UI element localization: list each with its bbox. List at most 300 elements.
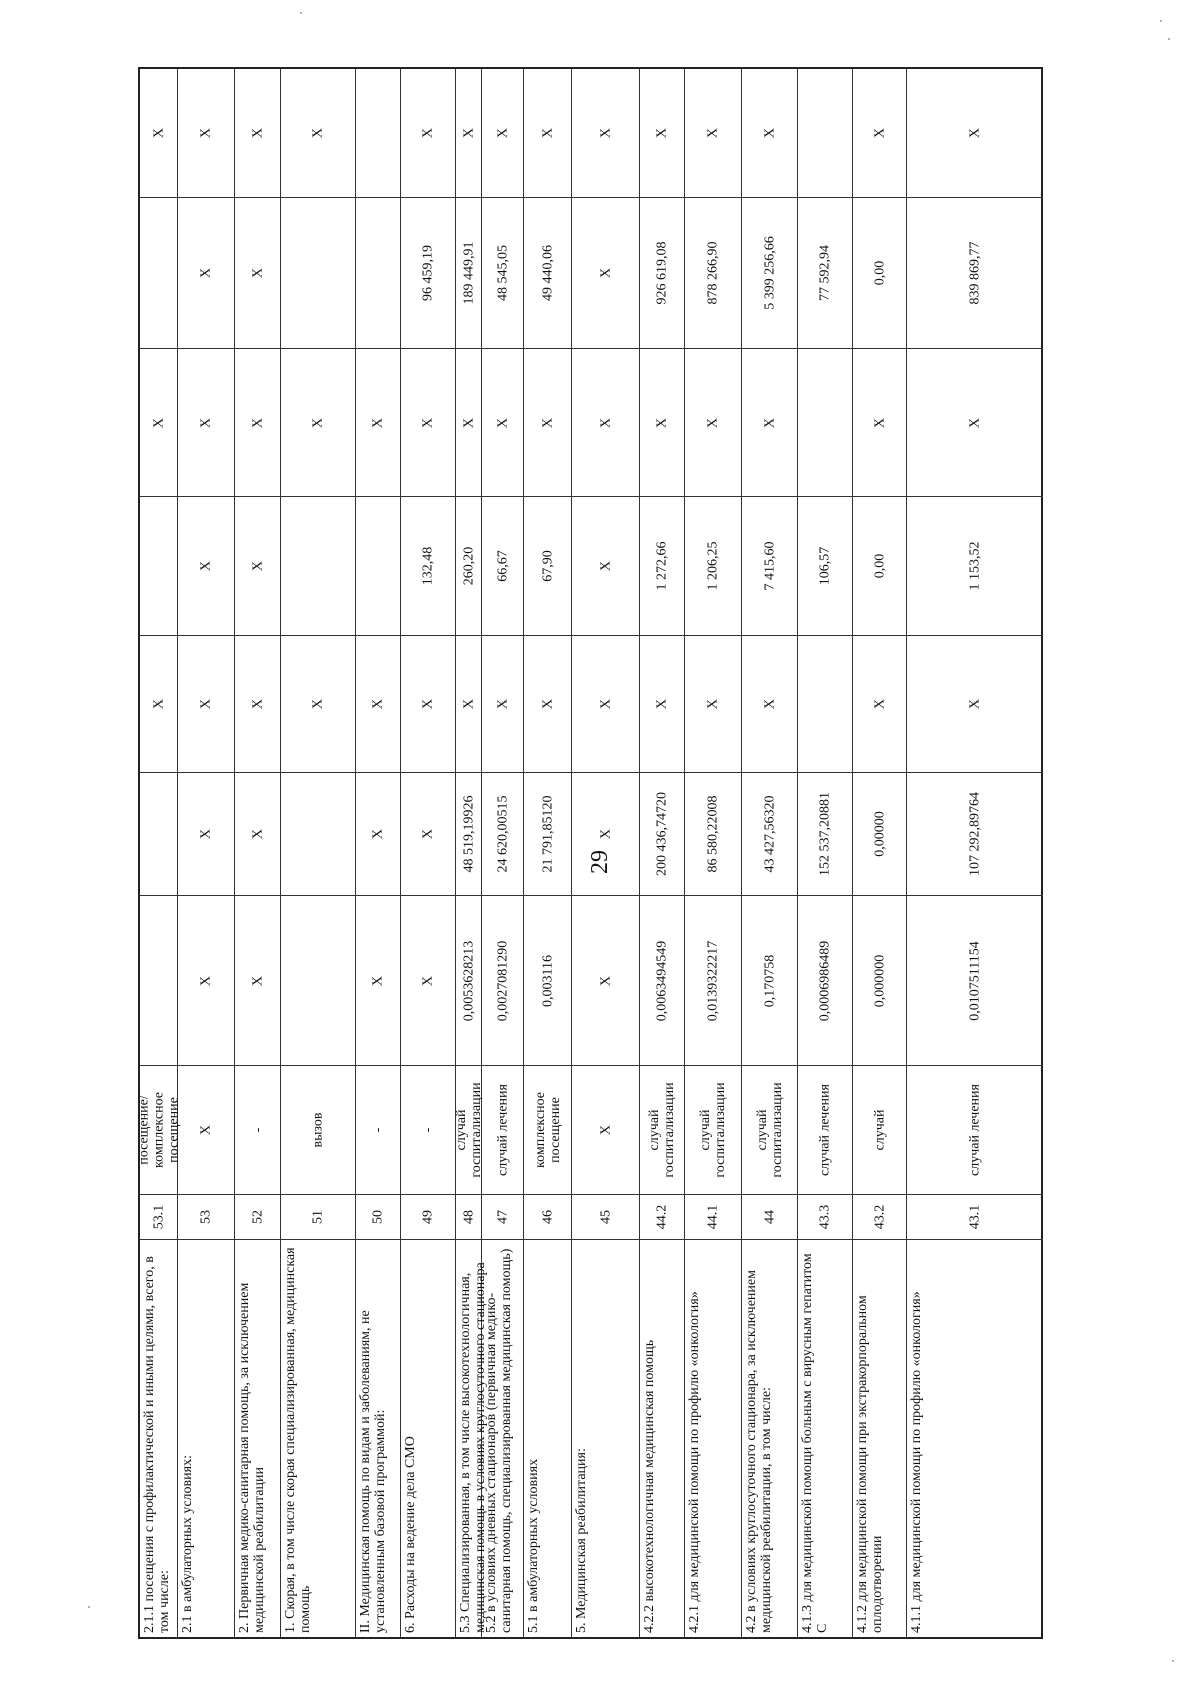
norm-volume-cell (685, 896, 741, 1066)
cell-text: 1 206,25 (705, 541, 721, 591)
cell-text: Х (705, 127, 721, 139)
cell-text: 260,20 (461, 546, 476, 586)
cell-text: Х (654, 417, 670, 428)
cell-text: Х (250, 975, 265, 986)
cell-text: 7 415,60 (762, 541, 777, 591)
scan-speck (300, 12, 302, 14)
value-cell (356, 198, 400, 349)
unit-cost-cell (178, 773, 234, 896)
norm-volume-cell (482, 896, 523, 1066)
cell-text: Х (598, 828, 613, 840)
cell-text: Х (151, 127, 166, 139)
cell-text: Х (967, 127, 983, 139)
unit-cell (853, 1066, 906, 1195)
cell-text: 0,0053628213 (461, 940, 476, 1021)
row-number-cell (456, 1195, 481, 1240)
value-cell (640, 69, 684, 198)
row-name-text: 4.1.2 для медицинской помощи при экстракорпоральном оплодотворении (855, 1295, 885, 1633)
row-number-cell (742, 1195, 797, 1240)
cell-text: Х (250, 698, 265, 710)
row-name-text: 4.1.3 для медицинской помощи больным с вирусным гепатитом С (800, 1253, 830, 1633)
row-name-cell (640, 1240, 684, 1637)
row-name-cell (140, 1240, 177, 1637)
value-cell (140, 497, 177, 636)
cell-text: Х (705, 698, 721, 710)
unit-cost-cell (281, 773, 355, 896)
value-cell (178, 198, 234, 349)
value-cell (798, 349, 852, 497)
row-name-text: 2. Первичная медико-санитарная помощь, за исключением медицинской реабилитации (237, 1282, 267, 1633)
table-row (356, 69, 401, 1637)
row-number-cell (907, 1195, 1043, 1240)
table-row (798, 69, 853, 1637)
row-name-text: 5.1 в амбулаторных условиях (526, 1458, 541, 1633)
value-cell (853, 198, 906, 349)
cell-text: 878 266,90 (705, 241, 721, 305)
cell-text: 0,000000 (872, 954, 887, 1007)
unit-cost-cell (742, 773, 797, 896)
cell-text: 45 (598, 1210, 613, 1224)
value-cell (178, 69, 234, 198)
cell-text: Х (420, 417, 436, 428)
unit-cell (742, 1066, 797, 1195)
row-name-cell (482, 1240, 523, 1637)
row-name-cell (685, 1240, 741, 1637)
row-name-text: 5. Медицинская реабилитация: (574, 1448, 589, 1633)
norm-volume-cell (178, 896, 234, 1066)
row-name-cell (572, 1240, 639, 1637)
cell-text: Х (198, 975, 214, 986)
unit-cost-cell (235, 773, 280, 896)
cell-text: 48 (461, 1210, 476, 1224)
table-row (281, 69, 356, 1637)
cell-text: Х (762, 417, 777, 428)
cell-text: 67,90 (540, 550, 555, 582)
row-name-text: 2.1 в амбулаторных условиях: (180, 1455, 195, 1633)
cell-text: случай лечения (967, 1084, 983, 1176)
unit-cost-cell (456, 773, 481, 896)
norm-volume-cell (853, 896, 906, 1066)
value-cell (235, 69, 280, 198)
row-name-cell (281, 1240, 355, 1637)
cell-text: комплексное посещение (532, 1092, 563, 1168)
cell-text: Х (872, 417, 887, 428)
table-row (453, 69, 488, 1637)
value-cell (235, 636, 280, 773)
row-name-cell (524, 1240, 571, 1637)
cell-text: 96 459,19 (420, 245, 436, 301)
cell-text: вызов (310, 1112, 326, 1148)
cell-text: Х (598, 698, 613, 710)
row-name-text: 2.1.1 посещения с профилактической и иными целями, всего, в том числе: (142, 1256, 172, 1633)
cell-text: Х (967, 698, 983, 710)
cell-text: случай госпитализации (647, 1082, 677, 1178)
value-cell (640, 636, 684, 773)
value-cell (140, 69, 177, 198)
cell-text: Х (198, 267, 214, 279)
row-name-cell (798, 1240, 852, 1637)
cell-text: 152 537,20881 (817, 792, 833, 876)
row-number-cell (853, 1195, 906, 1240)
cell-text: 106,57 (817, 546, 833, 586)
cell-text: 53.1 (151, 1204, 166, 1230)
value-cell (742, 349, 797, 497)
cell-text: 200 436,74720 (654, 792, 670, 876)
cell-text: 0,00 (872, 260, 887, 286)
cell-text: 52 (250, 1210, 265, 1224)
value-cell (907, 349, 1043, 497)
value-cell (401, 349, 455, 497)
table-row (685, 69, 742, 1637)
norm-volume-cell (640, 896, 684, 1066)
page-number: 29 (587, 850, 613, 874)
cell-text: 0,0107511154 (967, 940, 983, 1021)
cell-text: 0,0006986489 (817, 940, 833, 1021)
value-cell (572, 497, 639, 636)
value-cell (798, 69, 852, 198)
row-number-cell (482, 1195, 523, 1240)
row-name-cell (356, 1240, 400, 1637)
table-row (524, 69, 572, 1637)
value-cell (356, 497, 400, 636)
norm-volume-cell (235, 896, 280, 1066)
value-cell (281, 198, 355, 349)
cell-text: Х (598, 1124, 613, 1136)
row-name-cell (401, 1240, 455, 1637)
row-name-text: 4.2.1 для медицинской помощи по профилю «онкология» (687, 1291, 702, 1633)
cell-text: 50 (370, 1210, 386, 1224)
table-row (235, 69, 281, 1637)
row-name-cell (235, 1240, 280, 1637)
value-cell (356, 349, 400, 497)
cell-text: Х (310, 698, 326, 710)
cell-text: 43.2 (872, 1204, 887, 1230)
row-name-text: 5.2 в условиях дневных стационаров (первичная медико-санитарная помощь, специализированная медицинская помощь) (484, 1248, 514, 1633)
cell-text: - (250, 1127, 265, 1133)
table-row (742, 69, 798, 1637)
cell-text: Х (654, 698, 670, 710)
cell-text: Х (370, 698, 386, 710)
unit-cell (798, 1066, 852, 1195)
value-cell (524, 349, 571, 497)
cell-text: Х (461, 698, 476, 710)
norm-volume-cell (456, 896, 481, 1066)
value-cell (907, 497, 1043, 636)
value-cell (482, 636, 523, 773)
unit-cell (572, 1066, 639, 1195)
cell-text: 926 619,08 (654, 241, 670, 305)
row-name-cell (907, 1240, 1043, 1637)
unit-cell (281, 1066, 355, 1195)
cell-text: 44.2 (654, 1204, 670, 1230)
row-number-cell (401, 1195, 455, 1240)
cell-text: Х (420, 975, 436, 986)
value-cell (140, 636, 177, 773)
value-cell (853, 497, 906, 636)
value-cell (798, 497, 852, 636)
cell-text: Х (872, 698, 887, 710)
row-name-cell (456, 1240, 488, 1637)
value-cell (685, 69, 741, 198)
norm-volume-cell (798, 896, 852, 1066)
value-cell (685, 349, 741, 497)
value-cell (140, 198, 177, 349)
unit-cost-cell (685, 773, 741, 896)
cell-text: 44 (762, 1210, 777, 1224)
value-cell (356, 69, 400, 198)
cell-text: Х (198, 828, 214, 840)
value-cell (356, 636, 400, 773)
cell-text: 21 791,85120 (540, 795, 555, 873)
row-number-cell (798, 1195, 852, 1240)
cell-text: 49 440,06 (540, 245, 555, 301)
value-cell (401, 69, 455, 198)
norm-volume-cell (356, 896, 400, 1066)
value-cell (798, 198, 852, 349)
unit-cost-cell (798, 773, 852, 896)
value-cell (235, 497, 280, 636)
cell-text: Х (198, 127, 214, 139)
cell-text: Х (967, 417, 983, 428)
unit-cost-cell (572, 773, 639, 896)
value-cell (235, 349, 280, 497)
value-cell (742, 69, 797, 198)
cell-text: Х (370, 828, 386, 840)
row-name-text: 6. Расходы на ведение дела СМО (403, 1436, 418, 1633)
row-number-cell (178, 1195, 234, 1240)
unit-cost-cell (401, 773, 455, 896)
cell-text: 5 399 256,66 (762, 236, 777, 310)
cell-text: Х (420, 828, 436, 840)
value-cell (456, 497, 481, 636)
row-name-cell (742, 1240, 797, 1637)
cell-text: 24 620,00515 (495, 795, 510, 873)
scan-speck (1160, 20, 1162, 22)
cell-text: 86 580,22008 (705, 795, 721, 873)
unit-cell (685, 1066, 741, 1195)
unit-cell (640, 1066, 684, 1195)
cell-text: Х (598, 560, 613, 572)
cell-text: Х (250, 127, 265, 139)
table-row (482, 69, 524, 1637)
row-number-cell (140, 1195, 177, 1240)
value-cell (281, 497, 355, 636)
table-row (136, 69, 181, 1637)
cell-text: 44.1 (705, 1204, 721, 1230)
cell-text: 47 (495, 1210, 510, 1224)
unit-cost-cell (640, 773, 684, 896)
cell-text: Х (540, 417, 555, 428)
unit-cost-cell (853, 773, 906, 896)
unit-cost-cell (482, 773, 523, 896)
cell-text: Х (540, 698, 555, 710)
unit-cell (907, 1066, 1043, 1195)
value-cell (640, 349, 684, 497)
value-cell (742, 497, 797, 636)
cell-text: 107 292,89764 (967, 792, 983, 876)
cell-text: Х (461, 127, 476, 139)
cell-text: Х (705, 417, 721, 428)
cell-text: Х (151, 417, 166, 428)
value-cell (640, 497, 684, 636)
cell-text: Х (370, 417, 386, 428)
cell-text: Х (198, 417, 214, 428)
value-cell (140, 349, 177, 497)
cell-text: Х (250, 828, 265, 840)
value-cell (482, 198, 523, 349)
row-number-cell (356, 1195, 400, 1240)
cell-text: Х (598, 127, 613, 139)
unit-cell (401, 1066, 455, 1195)
row-number-cell (640, 1195, 684, 1240)
norm-volume-cell (140, 896, 177, 1066)
table-row (401, 69, 456, 1637)
unit-cell (235, 1066, 280, 1195)
row-name-text: 4.2 в условиях круглосуточного стационара, за исключением медицинской реабилитации, в том числе: (744, 1270, 774, 1633)
value-cell (572, 198, 639, 349)
cell-text: Х (420, 698, 436, 710)
cell-text: Х (762, 698, 777, 710)
cell-text: 51 (310, 1210, 326, 1224)
cell-text: случай госпитализации (754, 1082, 785, 1178)
value-cell (853, 69, 906, 198)
unit-cell (356, 1066, 400, 1195)
row-name-text: 4.2.2 высокотехнологичная медицинская помощь (642, 1339, 657, 1633)
value-cell (281, 349, 355, 497)
cell-text: 43.1 (967, 1204, 983, 1230)
scan-speck (1168, 38, 1170, 40)
row-name-text: 4.1.1 для медицинской помощи по профилю «онкология» (909, 1291, 924, 1633)
cell-text: - (370, 1127, 386, 1133)
unit-cell (453, 1066, 484, 1195)
value-cell (572, 636, 639, 773)
value-cell (482, 349, 523, 497)
value-cell (401, 497, 455, 636)
cell-text: 1 272,66 (654, 541, 670, 591)
value-cell (281, 69, 355, 198)
table-row (640, 69, 685, 1637)
cell-text: Х (495, 698, 510, 710)
cell-text: 0,003116 (540, 954, 555, 1007)
unit-cost-cell (140, 773, 177, 896)
unit-cell (178, 1066, 234, 1195)
cell-text: Х (370, 975, 386, 986)
value-cell (742, 636, 797, 773)
cell-text: Х (250, 560, 265, 572)
unit-cost-cell (356, 773, 400, 896)
unit-cost-cell (524, 773, 571, 896)
cell-text: случай (872, 1109, 887, 1151)
value-cell (524, 198, 571, 349)
value-cell (524, 69, 571, 198)
value-cell (178, 636, 234, 773)
value-cell (685, 497, 741, 636)
cell-text: Х (198, 698, 214, 710)
row-number-cell (524, 1195, 571, 1240)
value-cell (524, 636, 571, 773)
row-name-cell (178, 1240, 234, 1637)
value-cell (401, 636, 455, 773)
value-cell (401, 198, 455, 349)
cell-text: Х (151, 698, 166, 710)
cell-text: случай лечения (817, 1084, 833, 1176)
row-number-cell (572, 1195, 639, 1240)
norm-volume-cell (572, 896, 639, 1066)
row-name-text: II. Медицинская помощь по видам и заболеваниям, не установленным базовой программой: (358, 1310, 388, 1633)
value-cell (456, 349, 481, 497)
value-cell (907, 198, 1043, 349)
cell-text: 53 (198, 1210, 214, 1224)
cell-text: случай госпитализации (453, 1082, 484, 1178)
value-cell (640, 198, 684, 349)
cell-text: 0,00 (872, 553, 887, 579)
cell-text: случай лечения (495, 1084, 510, 1176)
cell-text: Х (250, 417, 265, 428)
value-cell (456, 69, 481, 198)
cell-text: Х (495, 417, 510, 428)
value-cell (456, 636, 481, 773)
cell-text: Х (310, 417, 326, 428)
cell-text: 48 519,19926 (461, 795, 476, 873)
norm-volume-cell (907, 896, 1043, 1066)
cell-text: Х (420, 127, 436, 139)
value-cell (853, 349, 906, 497)
value-cell (482, 497, 523, 636)
norm-volume-cell (742, 896, 797, 1066)
cell-text: 0,0063494549 (654, 940, 670, 1021)
cell-text: 0,0139322217 (705, 940, 721, 1021)
cell-text: 0,00000 (872, 811, 887, 857)
value-cell (798, 636, 852, 773)
value-cell (178, 349, 234, 497)
value-cell (235, 198, 280, 349)
row-name-text: 5.3 Специализированная, в том числе высокотехнологичная, медицинская помощь в условиях круглосуточного стационара (458, 1262, 488, 1633)
cell-text: 48 545,05 (495, 245, 510, 301)
unit-cell (482, 1066, 523, 1195)
cell-text: Х (495, 127, 510, 139)
row-number-cell (685, 1195, 741, 1240)
cell-text: Х (872, 127, 887, 139)
cell-text: Х (250, 267, 265, 279)
value-cell (524, 497, 571, 636)
value-cell (907, 69, 1043, 198)
cell-text: 0,170758 (762, 954, 777, 1007)
cell-text: Х (198, 560, 214, 572)
cell-text: случай госпитализации (698, 1082, 728, 1178)
value-cell (281, 636, 355, 773)
table-row (572, 69, 640, 1637)
cell-text: Х (461, 417, 476, 428)
cell-text: 1 153,52 (967, 541, 983, 591)
cell-text: посещение/ комплексное посещение (136, 1092, 181, 1168)
cell-text: Х (654, 127, 670, 139)
cell-text: 132,48 (420, 546, 436, 586)
cell-text: Х (310, 127, 326, 139)
cell-text: 0,0027081290 (495, 940, 510, 1021)
norm-volume-cell (401, 896, 455, 1066)
cell-text: Х (598, 267, 613, 279)
cell-text: Х (598, 417, 613, 428)
row-name-cell (853, 1240, 906, 1637)
cell-text: 43 427,56320 (762, 795, 777, 873)
cell-text: 49 (420, 1210, 436, 1224)
scan-speck (88, 1606, 90, 1608)
cell-text: 66,67 (495, 550, 510, 582)
norm-volume-cell (524, 896, 571, 1066)
cell-text: 77 592,94 (817, 245, 833, 301)
value-cell (685, 636, 741, 773)
value-cell (853, 636, 906, 773)
